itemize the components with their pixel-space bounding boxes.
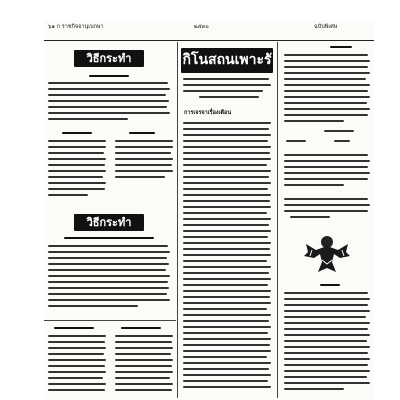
left-bottom-divider xyxy=(44,320,176,321)
newspaper-page xyxy=(44,20,374,400)
garuda-emblem-icon xyxy=(302,230,352,276)
left-mid-paragraph xyxy=(44,235,174,315)
middle-body-text xyxy=(179,120,275,400)
middle-column-masthead: กิโนสถนเพาะรั xyxy=(181,48,273,73)
left-bottom-subcolumn-b xyxy=(111,325,176,400)
left-bottom-subcolumn-a xyxy=(44,325,109,400)
right-bottom-text xyxy=(280,282,372,400)
left-subcolumn-a xyxy=(44,130,109,220)
right-top-text xyxy=(280,44,372,194)
header-middle-text: ๒๕๓๐ xyxy=(194,24,209,30)
middle-subheading: การเจรจาเรื่องเตือน xyxy=(184,110,232,116)
right-mid-text xyxy=(280,196,372,226)
header-right-text: ฉบับพิเศษ xyxy=(314,24,338,30)
header-left-text: ๖๑ ก ราชกิจจานุเบกษา xyxy=(48,24,104,30)
middle-intro-lines xyxy=(179,76,275,110)
left-subcolumn-b xyxy=(111,130,176,220)
left-top-section-title: วิธีกระทำ xyxy=(74,50,144,67)
column-divider-2 xyxy=(277,42,278,398)
page-header xyxy=(44,20,374,41)
left-top-paragraph xyxy=(44,72,174,128)
left-mid-section-title: วิธีกระทำ xyxy=(74,214,144,231)
column-divider-1 xyxy=(177,42,178,398)
